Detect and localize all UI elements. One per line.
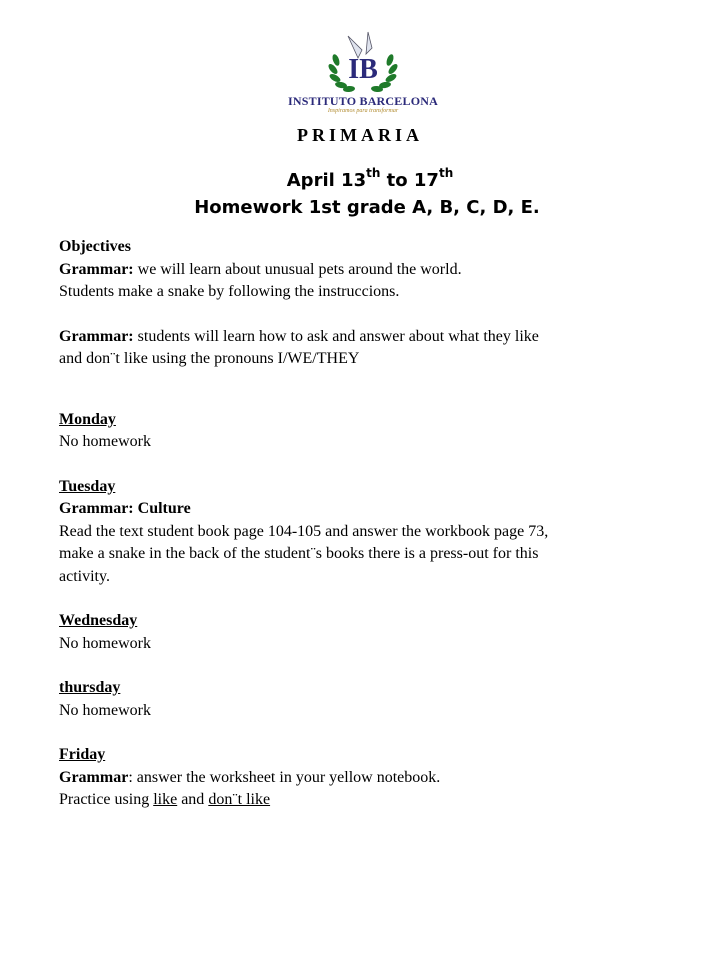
school-motto: Inspiramos para transformar (327, 108, 399, 114)
svg-text:IB: IB (348, 54, 378, 85)
objectives-line: Students make a snake by following the instruccions. (59, 283, 400, 300)
homework-title: Homework 1st grade A, B, C, D, E. (194, 197, 540, 218)
friday-practice: Practice using like and don¨t like (59, 791, 271, 808)
day-heading-tuesday: Tuesday (59, 477, 116, 495)
homework-content (59, 236, 679, 812)
thursday-text: No homework (59, 701, 151, 719)
day-heading-thursday: thursday (59, 679, 121, 696)
tuesday-text: activity. (59, 567, 110, 585)
day-heading-friday: Friday (59, 746, 106, 763)
wednesday-text: No homework (59, 634, 151, 652)
date-range: April 13th to 17th (286, 166, 454, 191)
school-name: INSTITUTO BARCELONA (288, 94, 438, 108)
tuesday-subheading: Grammar: Culture (59, 500, 191, 517)
objectives-line: and don¨t like using the pronouns I/WE/THEY (59, 350, 360, 367)
objectives-line: Grammar: students will learn how to ask and answer about what they like (59, 327, 539, 345)
tuesday-text: Read the text student book page 104-105 and answer the workbook page 73, (59, 522, 549, 540)
tuesday-text: make a snake in the back of the student¨s books there is a press-out for this (59, 545, 539, 562)
section-title: PRIMARIA (297, 125, 423, 145)
friday-text: Grammar: answer the worksheet in your yellow notebook. (59, 768, 441, 786)
objectives-line: Grammar: we will learn about unusual pets around the world. (59, 260, 462, 278)
laurel-wreath-icon (278, 28, 448, 98)
monday-text: No homework (59, 433, 151, 450)
day-heading-monday: Monday (59, 410, 116, 428)
day-heading-wednesday: Wednesday (59, 612, 138, 629)
objectives-heading: Objectives (59, 238, 131, 255)
